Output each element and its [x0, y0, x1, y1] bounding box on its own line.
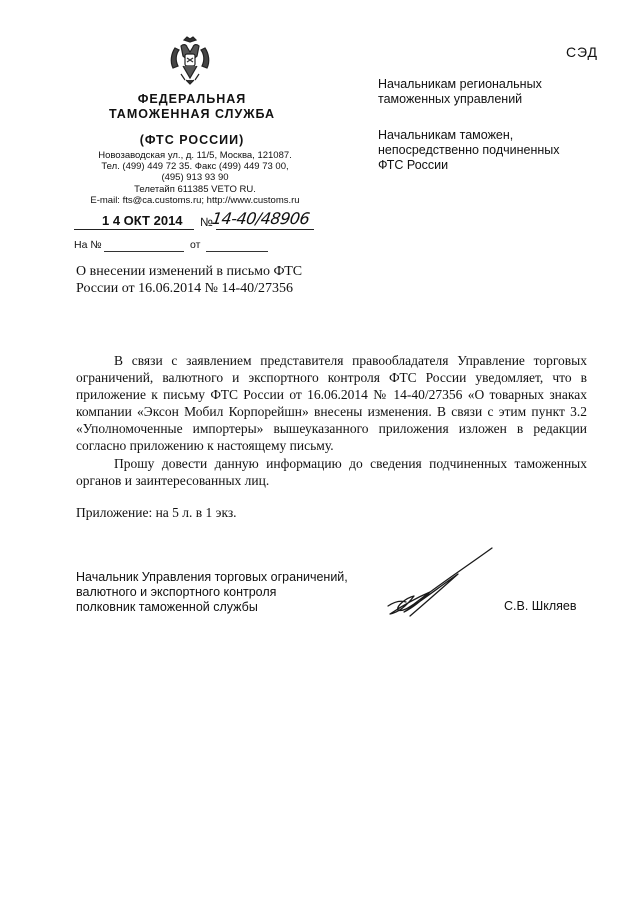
- coat-of-arms-icon: [167, 34, 213, 86]
- agency-address: Новозаводская ул., д. 11/5, Москва, 121087.: [98, 150, 292, 161]
- addressee-customs: [378, 128, 608, 173]
- number-sign: №: [200, 215, 213, 229]
- attachment-note: Приложение: на 5 л. в 1 экз.: [76, 505, 237, 520]
- handwritten-signature: [380, 546, 500, 622]
- addressee-line: ФТС России: [378, 158, 449, 172]
- signer-name: С.В. Шкляев: [504, 599, 577, 613]
- body-paragraph: Прошу довести данную информацию до сведения подчиненных таможенных органов и заинтересованных лиц.: [76, 456, 587, 488]
- addressee-line: непосредственно подчиненных: [378, 143, 560, 157]
- subject-line: О внесении изменений в письмо ФТС: [76, 264, 303, 279]
- date-underline: [74, 229, 194, 230]
- document-marker: СЭД: [566, 44, 599, 60]
- agency-email-web: E-mail: fts@ca.customs.ru; http://www.customs.ru: [90, 194, 300, 206]
- agency-name-line1: ФЕДЕРАЛЬНАЯ: [137, 92, 247, 106]
- reference-date-label: от: [190, 239, 201, 251]
- agency-header: [72, 92, 312, 148]
- reference-line: [74, 239, 314, 255]
- body-paragraph: В связи с заявлением представителя правообладателя Управление торговых ограничений, валютного и экспортного контроля ФТС России уведомляет, что в приложение к письму ФТС России от 16.06.2014 № 14-40/27356 «О товарных знаках компании «Эксон Мобил Корпорейшн» внесены изменения. В связи с этим пункт 3.2 «Уполномоченные импортеры» вышеуказанного приложения изложен в редакции согласно приложению к настоящему письму.: [76, 353, 587, 453]
- reference-date-blank: [206, 251, 268, 252]
- reference-number-blank: [104, 251, 184, 252]
- addressee-line: Начальникам таможен,: [378, 128, 514, 142]
- agency-name-line2: ТАМОЖЕННАЯ СЛУЖБА: [108, 107, 276, 121]
- signatory-title-line: полковник таможенной службы: [76, 600, 258, 614]
- agency-contacts: [70, 150, 320, 206]
- letter-subject: [76, 263, 326, 297]
- addressee-line: Начальникам региональных: [378, 77, 542, 91]
- addressee-regional: [378, 77, 608, 107]
- reference-number-label: На №: [74, 239, 102, 251]
- number-underline: [216, 229, 314, 230]
- registration-date-stamp: 1 4 ОКТ 2014: [102, 213, 183, 228]
- subject-line: России от 16.06.2014 № 14-40/27356: [76, 281, 294, 296]
- signatory-title-line: Начальник Управления торговых ограничений,: [76, 570, 348, 584]
- signatory-title: [76, 570, 396, 615]
- agency-short-name: (ФТС РОССИИ): [139, 133, 245, 147]
- registration-line: [74, 209, 314, 231]
- signatory-title-line: валютного и экспортного контроля: [76, 585, 277, 599]
- agency-teletype: Телетайп 611385 VETO RU.: [134, 183, 256, 195]
- addressee-line: таможенных управлений: [378, 92, 523, 106]
- agency-phone2: (495) 913 93 90: [161, 172, 229, 184]
- registration-number: 14-40/48906: [210, 209, 311, 228]
- agency-phone-fax: Тел. (499) 449 72 35. Факс (499) 449 73 00,: [101, 161, 289, 173]
